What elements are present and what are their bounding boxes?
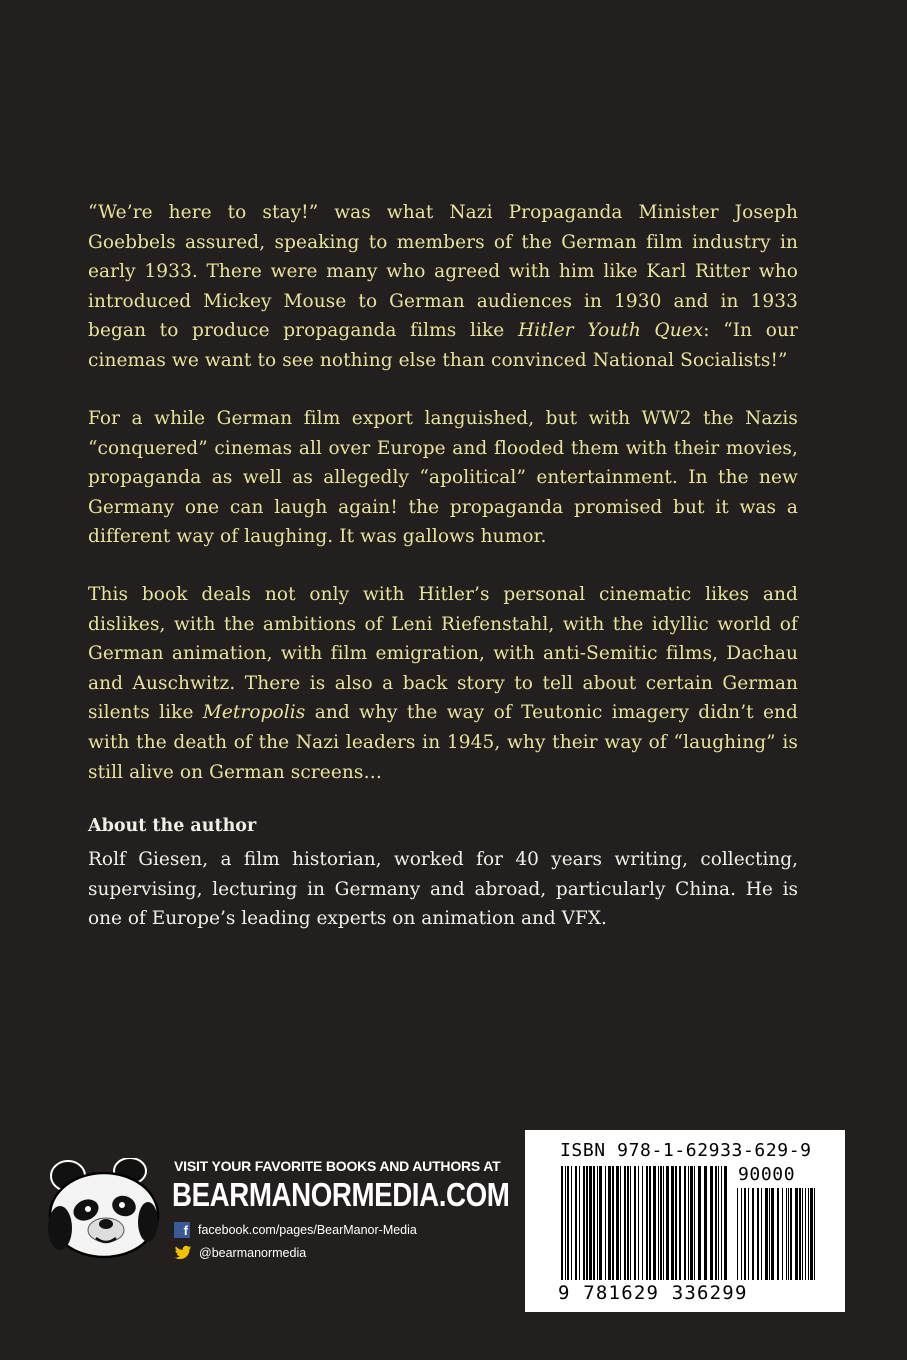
- facebook-url: facebook.com/pages/BearManor-Media: [198, 1223, 417, 1237]
- about-author-heading: About the author: [88, 816, 257, 836]
- publisher-website-link[interactable]: BEARMANORMEDIA.COM: [172, 1176, 510, 1213]
- barcode-digits: 9 781629 336299: [558, 1282, 748, 1304]
- twitter-bird-icon: [174, 1245, 192, 1261]
- blurb-paragraph-2: For a while German film export languished, but with WW2 the Nazis “conquered” cinemas all over Europe and flooded them with their movies, propaganda as well as allegedly “apolitical” entertainment. In the new Germany one can laugh again! the propaganda promised but it was a different way of laughing. It was gallows humor.: [88, 408, 798, 548]
- blurb-paragraph-1: “We’re here to stay!” was what Nazi Propaganda Minister Joseph Goebbels assured, speaking to members of the German film industry in early 1933. There were many who agreed with him like Karl Ritter who introduced Mickey Mouse to German audiences in 1930 and in 1933 began to produce propaganda films like Hitler Youth Quex: “In our cinemas we want to see nothing else than convinced National Socialists!”: [88, 202, 798, 371]
- facebook-icon: f: [174, 1222, 190, 1238]
- film-title-metropolis: Metropolis: [202, 702, 306, 724]
- price-code: 90000: [738, 1164, 796, 1185]
- publisher-visit-text: VISIT YOUR FAVORITE BOOKS AND AUTHORS AT: [174, 1158, 501, 1174]
- isbn-barcode: [525, 1130, 845, 1312]
- twitter-link[interactable]: [174, 1245, 306, 1261]
- isbn-number: ISBN 978-1-62933-629-9: [560, 1140, 812, 1161]
- panda-icon: [44, 1158, 162, 1260]
- twitter-handle: @bearmanormedia: [199, 1246, 307, 1260]
- blurb-paragraph-3: This book deals not only with Hitler’s personal cinematic likes and dislikes, with the ambitions of Leni Riefenstahl, with the idyllic world of German animation, with film emigration, with anti-Semitic films, Dachau and Auschwitz. There is also a back story to tell about certain German silents like Metropolis and why the way of Teutonic imagery didn’t end with the death of the Nazi leaders in 1945, why their way of “laughing” is still alive on German screens…: [88, 584, 798, 783]
- facebook-link[interactable]: [174, 1222, 417, 1238]
- film-title-hitler-youth-quex: Hitler Youth Quex: [517, 320, 704, 342]
- about-author-text: Rolf Giesen, a film historian, worked for 40 years writing, collecting, supervising, lecturing in Germany and abroad, particularly China. He is one of Europe’s leading experts on animation and VFX.: [88, 849, 798, 930]
